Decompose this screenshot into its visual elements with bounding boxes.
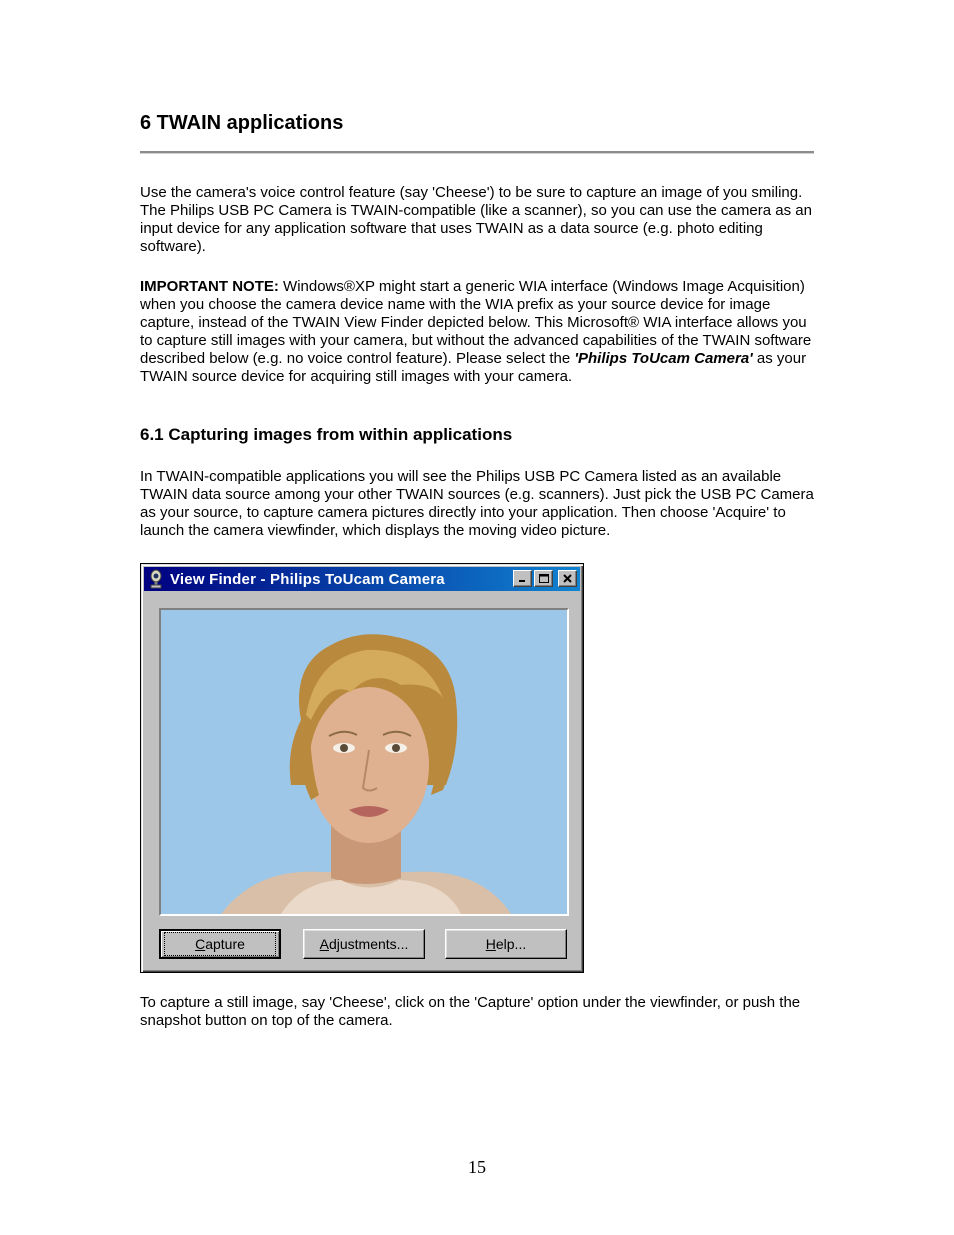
note-label: IMPORTANT NOTE: bbox=[140, 278, 279, 295]
capture-button[interactable]: Capture bbox=[159, 929, 281, 959]
webcam-icon bbox=[147, 569, 165, 589]
horizontal-rule bbox=[140, 151, 814, 154]
view-finder-window bbox=[140, 563, 584, 973]
adjustments-button[interactable]: Adjustments... bbox=[303, 929, 425, 959]
closing-paragraph: To capture a still image, say 'Cheese', click on the 'Capture' option under the viewfinder, or push the snapshot button on top of the camera. bbox=[140, 994, 801, 1029]
subsection-paragraph: In TWAIN-compatible applications you will see the Philips USB PC Camera listed as an available TWAIN data source among your other TWAIN sources (e.g. scanners). Just pick the USB PC Camera as your source, to capture camera pictures directly into your application. Then choose 'Acquire' to launch the camera viewfinder, which displays the moving video picture. bbox=[140, 468, 814, 539]
window-titlebar[interactable] bbox=[144, 567, 580, 591]
note-text-before: Windows®XP might start a generic WIA interface (Windows Image Acquisition) when you choose the camera device name with the WIA prefix as your source device for image capture, instead of the TWAIN View Finder depicted below. This Microsoft® WIA interface allows you to capture still images with your camera, but without the advanced capabilities of the TWAIN software described below (e.g. no voice control feature). Please select the bbox=[140, 278, 812, 367]
note-device-name: 'Philips ToUcam Camera' bbox=[574, 350, 753, 367]
maximize-icon[interactable] bbox=[534, 570, 553, 587]
camera-viewfinder bbox=[159, 608, 569, 916]
note-text-after: as your TWAIN source device for acquiring still images with your camera. bbox=[140, 350, 807, 385]
help-button[interactable]: Help... bbox=[445, 929, 567, 959]
viewfinder-button-row bbox=[159, 929, 571, 959]
minimize-icon[interactable] bbox=[513, 570, 532, 587]
close-icon[interactable] bbox=[558, 570, 577, 587]
page-number: 15 bbox=[468, 1157, 486, 1177]
camera-preview-image bbox=[161, 610, 567, 914]
subsection-heading: 6.1 Capturing images from within applications bbox=[140, 425, 513, 444]
window-title: View Finder - Philips ToUcam Camera bbox=[170, 570, 445, 588]
section-heading: 6 TWAIN applications bbox=[140, 112, 344, 134]
important-note bbox=[140, 278, 820, 386]
intro-paragraph: Use the camera's voice control feature (say 'Cheese') to be sure to capture an image of you smiling. The Philips USB PC Camera is TWAIN-compatible (like a scanner), so you can use the camera as an input device for any application software that uses TWAIN as a data source (e.g. photo editing software). bbox=[140, 184, 812, 255]
